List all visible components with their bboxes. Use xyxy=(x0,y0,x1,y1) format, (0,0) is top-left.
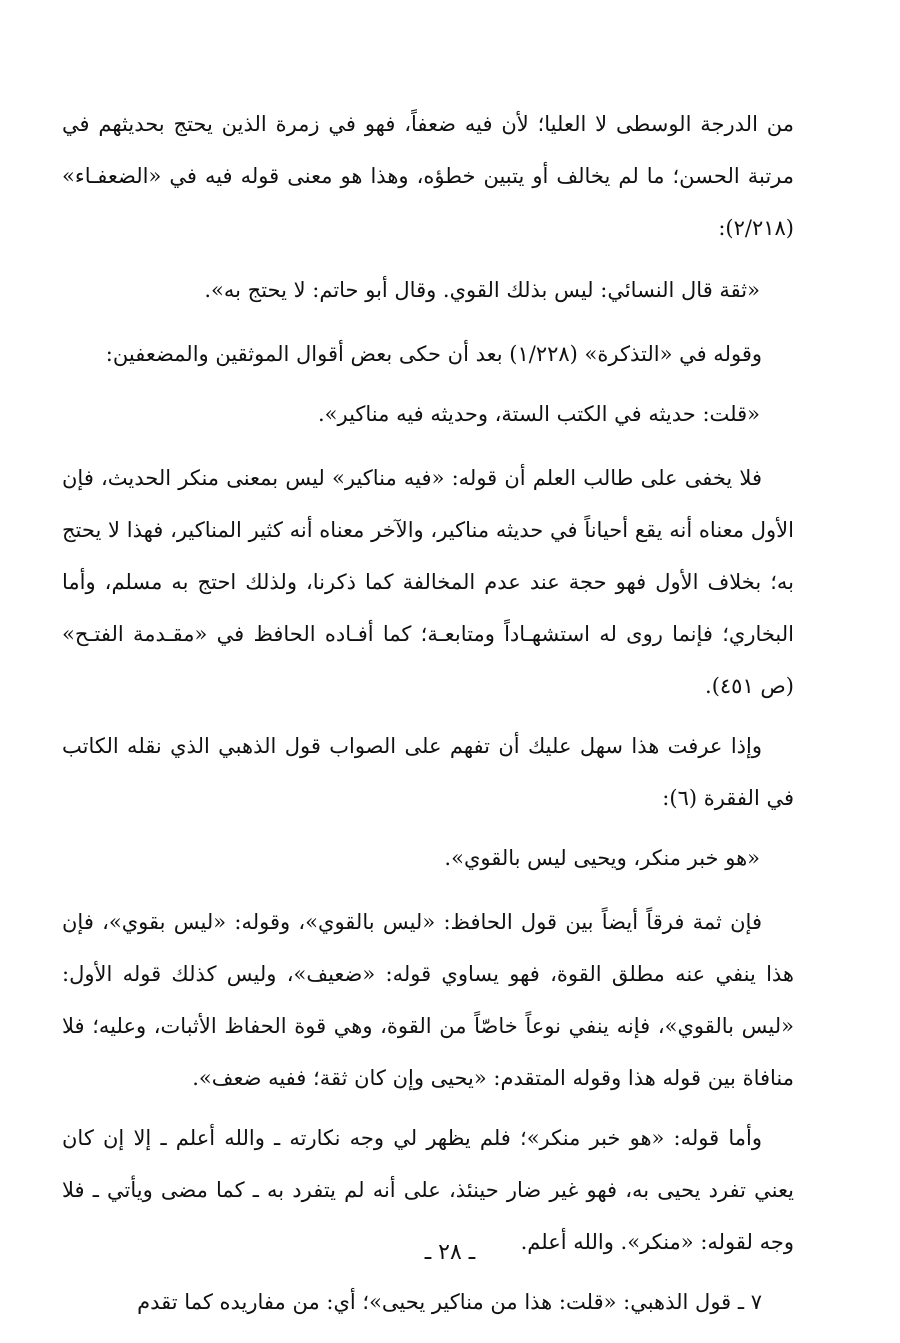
paragraph-item-7: ٧ ـ قول الذهبي: «قلت: هذا من مناكير يحيى»؛ أي: من مفاريده كما تقدم xyxy=(137,1290,762,1314)
paragraph-munkar: وأما قوله: «هو خبر منكر»؛ فلم يظهر لي وجه نكارته ـ والله أعلم ـ إلا إن كان يعني تفرد يحيى به، فهو غير ضار حينئذ، على أنه لم يتفرد به ـ كما مضى ويأتي ـ فلا وجه لقوله: «منكر». والله أعلم. xyxy=(62,1126,794,1254)
quote-khabar-munkar: «هو خبر منكر، ويحيى ليس بالقوي». xyxy=(444,846,760,870)
quote-kutub-sitta: «قلت: حديثه في الكتب الستة، وحديثه فيه مناكير». xyxy=(317,402,760,426)
page-body xyxy=(62,98,794,1336)
quote-nasai: «ثقة قال النسائي: ليس بذلك القوي. وقال أبو حاتم: لا يحتج به». xyxy=(204,278,760,302)
paragraph-tadhkira: وقوله في «التذكرة» (١/٢٢٨) بعد أن حكى بعض أقوال الموثقين والمضعفين: xyxy=(105,342,762,366)
paragraph-manakir: فلا يخفى على طالب العلم أن قوله: «فيه مناكير» ليس بمعنى منكر الحديث، فإن الأول معناه أنه يقع أحياناً في حديثه مناكير، والآخر معناه أنه كثير المناكير، فهذا لا يحتج به؛ بخلاف الأول فهو حجة عند عدم المخالفة كما ذكرنا، ولذلك احتج به مسلم، وأما البخاري؛ فإنما روى له استشهـاداً ومتابعـة؛ كما أفـاده الحافظ في «مقـدمة الفتـح» (ص ٤٥١). xyxy=(62,466,794,698)
page-number: ـ ٢٨ ـ xyxy=(424,1240,476,1265)
paragraph-1: من الدرجة الوسطى لا العليا؛ لأن فيه ضعفاً، فهو في زمرة الذين يحتج بحديثهم في مرتبة الحسن؛ ما لم يخالف أو يتبين خطؤه، وهذا هو معنى قوله فيه في «الضعفـاء» (٢/٢١٨): xyxy=(62,112,794,240)
paragraph-dhahabi: وإذا عرفت هذا سهل عليك أن تفهم على الصواب قول الذهبي الذي نقله الكاتب في الفقرة (٦): xyxy=(62,734,794,810)
paragraph-qawi: فإن ثمة فرقاً أيضاً بين قول الحافظ: «ليس بالقوي»، وقوله: «ليس بقوي»، فإن هذا ينفي عنه مطلق القوة، فهو يساوي قوله: «ضعيف»، وليس كذلك قوله الأول: «ليس بالقوي»، فإنه ينفي نوعاً خاصّاً من القوة، وهي قوة الحفاظ الأثبات، وعليه؛ فلا منافاة بين قوله هذا وقوله المتقدم: «يحيى وإن كان ثقة؛ ففيه ضعف». xyxy=(62,910,794,1090)
